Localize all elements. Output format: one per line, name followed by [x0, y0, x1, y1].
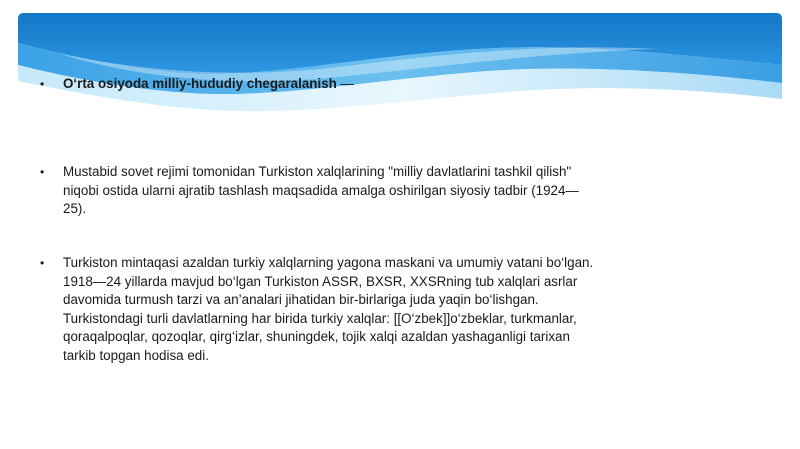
bullet-dot: •	[40, 77, 45, 91]
bullet-heading-dash: —	[336, 76, 354, 91]
bullet-item-heading	[40, 75, 600, 94]
bullet-dot: •	[40, 256, 45, 270]
bullet-dot: •	[40, 165, 45, 179]
bullet-heading-bold: O‘rta osiyoda milliy-hududiy chegaralanish	[63, 76, 337, 91]
bullet-text: Mustabid sovet rejimi tomonidan Turkiston xalqlarining "milliy davlatlarini tashkil qilish" niqobi ostida ularni ajratib tashlash maqsadida amalga oshirilgan siyosiy tadbir (1924—25).	[63, 164, 579, 217]
bullet-item-definition	[40, 163, 600, 219]
wave-banner-decoration	[18, 13, 782, 113]
bullet-text	[63, 75, 600, 94]
bullet-item-history	[40, 254, 600, 366]
bullet-text: Turkiston mintaqasi azaldan turkiy xalqlarning yagona maskani va umumiy vatani bo‘lgan. 1918—24 yillarda mavjud bo‘lgan Turkiston ASSR, BXSR, XXSRning tub xalqlari asrlar davomida turmush tarzi va an’analari jihatidan bir-birlariga juda yaqin bo‘lishgan. Turkistondagi turli davlatlarning har birida turkiy xalqlar: [[O‘zbek]]o‘zbeklar, turkmanlar, qoraqalpoqlar, qozoqlar, qirg‘izlar, shuningdek, tojik xalqi azaldan yashaganligi tarixan tarkib topgan hodisa edi.	[63, 255, 594, 363]
